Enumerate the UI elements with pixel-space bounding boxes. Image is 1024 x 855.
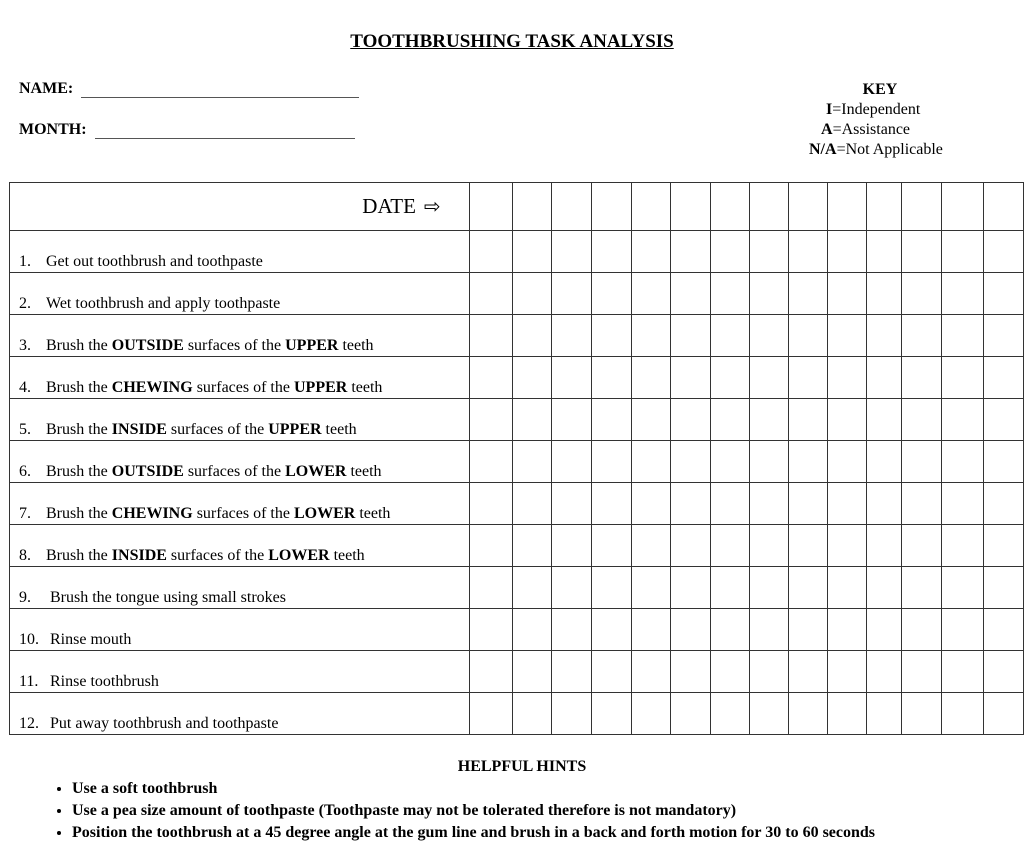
task-text: Brush the tongue using small strokes: [50, 589, 286, 606]
rating-cell[interactable]: [827, 231, 867, 273]
rating-cell[interactable]: [984, 693, 1024, 735]
task-text: surfaces of the: [183, 463, 286, 480]
rating-cell[interactable]: [670, 609, 710, 651]
rating-cell[interactable]: [749, 609, 788, 651]
task-emphasis: LOWER: [293, 505, 356, 522]
task-text: surfaces of the: [183, 337, 286, 354]
rating-cell[interactable]: [749, 315, 788, 357]
rating-cell[interactable]: [942, 609, 984, 651]
date-entry-cell[interactable]: [552, 183, 592, 231]
rating-cell[interactable]: [942, 357, 984, 399]
task-analysis-table: [9, 182, 1024, 735]
rating-cell[interactable]: [592, 315, 632, 357]
rating-cell[interactable]: [788, 441, 827, 483]
task-number: 10.: [19, 631, 39, 648]
task-text: Brush the: [46, 421, 112, 438]
rating-cell[interactable]: [788, 231, 827, 273]
task-emphasis: CHEWING: [111, 505, 193, 522]
rating-cell[interactable]: [592, 609, 632, 651]
task-text: Brush the: [46, 463, 112, 480]
rating-cell[interactable]: [632, 273, 671, 315]
rating-cell[interactable]: [632, 483, 671, 525]
rating-cell[interactable]: [827, 357, 867, 399]
rating-cell[interactable]: [469, 651, 513, 693]
rating-cell[interactable]: [552, 651, 592, 693]
right-arrow-icon: ⇨: [423, 194, 441, 218]
date-entry-cell[interactable]: [827, 183, 867, 231]
date-header-cell: [10, 183, 470, 231]
rating-cell[interactable]: [632, 399, 671, 441]
rating-cell[interactable]: [469, 273, 513, 315]
rating-cell[interactable]: [984, 357, 1024, 399]
rating-cell[interactable]: [552, 483, 592, 525]
rating-cell[interactable]: [984, 231, 1024, 273]
rating-cell[interactable]: [902, 399, 942, 441]
rating-cell[interactable]: [592, 231, 632, 273]
rating-cell[interactable]: [592, 399, 632, 441]
rating-cell[interactable]: [670, 273, 710, 315]
task-text: teeth: [321, 421, 357, 438]
task-label-cell: [10, 315, 470, 357]
task-number: 3.: [19, 337, 31, 354]
task-text: Brush the: [46, 379, 112, 396]
rating-cell[interactable]: [469, 399, 513, 441]
rating-cell[interactable]: [513, 273, 552, 315]
task-label-cell: [10, 441, 470, 483]
rating-cell[interactable]: [710, 315, 749, 357]
month-field: [19, 121, 355, 139]
rating-cell[interactable]: [827, 441, 867, 483]
task-row: [10, 609, 1024, 651]
date-entry-cell[interactable]: [788, 183, 827, 231]
rating-cell[interactable]: [469, 483, 513, 525]
key-legend: [790, 80, 970, 160]
rating-cell[interactable]: [552, 525, 592, 567]
rating-cell[interactable]: [670, 231, 710, 273]
rating-cell[interactable]: [469, 441, 513, 483]
rating-cell[interactable]: [867, 399, 902, 441]
task-label-cell: [10, 483, 470, 525]
rating-cell[interactable]: [552, 315, 592, 357]
rating-cell[interactable]: [670, 399, 710, 441]
task-number: 9.: [19, 589, 31, 606]
rating-cell[interactable]: [552, 357, 592, 399]
rating-cell[interactable]: [942, 693, 984, 735]
rating-cell[interactable]: [592, 567, 632, 609]
task-label-cell: [10, 357, 470, 399]
rating-cell[interactable]: [552, 231, 592, 273]
task-text: teeth: [347, 379, 383, 396]
rating-cell[interactable]: [469, 231, 513, 273]
task-text: surfaces of the: [166, 421, 269, 438]
rating-cell[interactable]: [552, 399, 592, 441]
rating-cell[interactable]: [788, 567, 827, 609]
task-text: Brush the: [46, 337, 112, 354]
rating-cell[interactable]: [632, 525, 671, 567]
rating-cell[interactable]: [552, 609, 592, 651]
task-row: [10, 441, 1024, 483]
rating-cell[interactable]: [710, 651, 749, 693]
rating-cell[interactable]: [632, 315, 671, 357]
rating-cell[interactable]: [710, 525, 749, 567]
task-text: teeth: [355, 505, 391, 522]
rating-cell[interactable]: [513, 567, 552, 609]
task-label-cell: [10, 525, 470, 567]
rating-cell[interactable]: [984, 525, 1024, 567]
rating-cell[interactable]: [902, 357, 942, 399]
rating-cell[interactable]: [902, 525, 942, 567]
rating-cell[interactable]: [788, 483, 827, 525]
date-entry-cell[interactable]: [984, 183, 1024, 231]
rating-cell[interactable]: [749, 357, 788, 399]
task-emphasis: UPPER: [285, 337, 339, 354]
task-text: teeth: [329, 547, 365, 564]
rating-cell[interactable]: [710, 609, 749, 651]
key-code: A: [821, 121, 833, 138]
rating-cell[interactable]: [513, 651, 552, 693]
rating-cell[interactable]: [670, 315, 710, 357]
rating-cell[interactable]: [867, 567, 902, 609]
rating-cell[interactable]: [513, 441, 552, 483]
rating-cell[interactable]: [710, 567, 749, 609]
rating-cell[interactable]: [867, 483, 902, 525]
task-text: Brush the: [46, 547, 112, 564]
rating-cell[interactable]: [827, 483, 867, 525]
task-text: Brush the: [46, 505, 112, 522]
rating-cell[interactable]: [984, 567, 1024, 609]
date-entry-cell[interactable]: [867, 183, 902, 231]
task-row: [10, 693, 1024, 735]
rating-cell[interactable]: [592, 441, 632, 483]
task-row: [10, 315, 1024, 357]
rating-cell[interactable]: [788, 693, 827, 735]
rating-cell[interactable]: [942, 483, 984, 525]
rating-cell[interactable]: [632, 231, 671, 273]
date-entry-cell[interactable]: [592, 183, 632, 231]
rating-cell[interactable]: [942, 231, 984, 273]
rating-cell[interactable]: [670, 651, 710, 693]
rating-cell[interactable]: [942, 315, 984, 357]
hint-item: • Position the toothbrush at a 45 degree angle at the gum line and brush in a back and forth motion for 30 to 60 seconds: [72, 822, 875, 844]
month-label: MONTH:: [19, 121, 87, 138]
rating-cell[interactable]: [749, 399, 788, 441]
task-text: Rinse mouth: [50, 631, 132, 648]
task-emphasis: LOWER: [268, 547, 330, 564]
rating-cell[interactable]: [552, 567, 592, 609]
task-label-cell: [10, 273, 470, 315]
date-label: DATE: [362, 194, 416, 218]
rating-cell[interactable]: [592, 525, 632, 567]
date-entry-cell[interactable]: [513, 183, 552, 231]
rating-cell[interactable]: [513, 357, 552, 399]
key-meaning: =Independent: [832, 101, 921, 118]
hint-item: • Use a soft toothbrush: [72, 778, 875, 800]
task-row: [10, 525, 1024, 567]
task-number: 12.: [19, 715, 39, 732]
rating-cell[interactable]: [592, 483, 632, 525]
task-emphasis: LOWER: [285, 463, 347, 480]
rating-cell[interactable]: [942, 651, 984, 693]
date-entry-cell[interactable]: [942, 183, 984, 231]
rating-cell[interactable]: [827, 315, 867, 357]
task-text: surfaces of the: [192, 505, 294, 522]
key-title: KEY: [862, 81, 898, 98]
rating-cell[interactable]: [827, 693, 867, 735]
task-label-cell: [10, 399, 470, 441]
task-number: 2.: [19, 295, 31, 312]
rating-cell[interactable]: [749, 525, 788, 567]
hints-title: HELPFUL HINTS: [457, 758, 587, 775]
rating-cell[interactable]: [513, 399, 552, 441]
task-text: Rinse toothbrush: [50, 673, 159, 690]
rating-cell[interactable]: [552, 693, 592, 735]
task-text: Get out toothbrush and toothpaste: [46, 253, 263, 270]
date-entry-cell[interactable]: [670, 183, 710, 231]
key-entry-not-applicable: [809, 140, 989, 160]
rating-cell[interactable]: [984, 651, 1024, 693]
rating-cell[interactable]: [902, 315, 942, 357]
rating-cell[interactable]: [513, 693, 552, 735]
rating-cell[interactable]: [827, 567, 867, 609]
rating-cell[interactable]: [827, 399, 867, 441]
key-meaning: =Not Applicable: [836, 141, 943, 158]
task-number: 7.: [19, 505, 31, 522]
task-number: 5.: [19, 421, 31, 438]
rating-cell[interactable]: [632, 567, 671, 609]
task-number: 8.: [19, 547, 31, 564]
rating-cell[interactable]: [469, 357, 513, 399]
rating-cell[interactable]: [867, 357, 902, 399]
rating-cell[interactable]: [788, 273, 827, 315]
rating-cell[interactable]: [942, 525, 984, 567]
key-meaning: =Assistance: [832, 121, 911, 138]
rating-cell[interactable]: [469, 315, 513, 357]
rating-cell[interactable]: [984, 315, 1024, 357]
rating-cell[interactable]: [902, 231, 942, 273]
hints-list: [42, 778, 875, 844]
rating-cell[interactable]: [749, 483, 788, 525]
task-number: 11.: [19, 673, 39, 690]
rating-cell[interactable]: [592, 651, 632, 693]
rating-cell[interactable]: [827, 609, 867, 651]
rating-cell[interactable]: [902, 609, 942, 651]
task-emphasis: INSIDE: [111, 547, 167, 564]
date-entry-cell[interactable]: [710, 183, 749, 231]
rating-cell[interactable]: [513, 609, 552, 651]
rating-cell[interactable]: [984, 399, 1024, 441]
task-text: teeth: [346, 463, 382, 480]
rating-cell[interactable]: [984, 483, 1024, 525]
key-entry-independent: [826, 100, 1006, 120]
rating-cell[interactable]: [788, 357, 827, 399]
rating-cell[interactable]: [788, 399, 827, 441]
rating-cell[interactable]: [749, 441, 788, 483]
date-entry-cell[interactable]: [902, 183, 942, 231]
rating-cell[interactable]: [749, 567, 788, 609]
rating-cell[interactable]: [552, 441, 592, 483]
task-row: [10, 357, 1024, 399]
rating-cell[interactable]: [632, 693, 671, 735]
rating-cell[interactable]: [469, 567, 513, 609]
rating-cell[interactable]: [749, 651, 788, 693]
page-title: TOOTHBRUSHING TASK ANALYSIS: [350, 31, 674, 52]
task-row: [10, 399, 1024, 441]
task-row: [10, 651, 1024, 693]
rating-cell[interactable]: [592, 273, 632, 315]
month-input-line[interactable]: [95, 124, 355, 139]
rating-cell[interactable]: [710, 441, 749, 483]
rating-cell[interactable]: [670, 483, 710, 525]
rating-cell[interactable]: [984, 273, 1024, 315]
rating-cell[interactable]: [942, 441, 984, 483]
rating-cell[interactable]: [749, 693, 788, 735]
name-field: [19, 80, 359, 98]
rating-cell[interactable]: [867, 273, 902, 315]
rating-cell[interactable]: [788, 315, 827, 357]
rating-cell[interactable]: [827, 273, 867, 315]
rating-cell[interactable]: [984, 609, 1024, 651]
rating-cell[interactable]: [670, 441, 710, 483]
task-text: surfaces of the: [192, 379, 294, 396]
task-text: Put away toothbrush and toothpaste: [50, 715, 279, 732]
rating-cell[interactable]: [867, 693, 902, 735]
rating-cell[interactable]: [867, 609, 902, 651]
rating-cell[interactable]: [552, 273, 592, 315]
task-row: [10, 567, 1024, 609]
task-row: [10, 273, 1024, 315]
rating-cell[interactable]: [469, 525, 513, 567]
date-entry-cell[interactable]: [632, 183, 671, 231]
task-label-cell: [10, 567, 470, 609]
task-emphasis: CHEWING: [111, 379, 193, 396]
key-code: N/A: [809, 141, 837, 158]
rating-cell[interactable]: [788, 525, 827, 567]
rating-cell[interactable]: [469, 693, 513, 735]
rating-cell[interactable]: [710, 399, 749, 441]
rating-cell[interactable]: [513, 315, 552, 357]
rating-cell[interactable]: [513, 525, 552, 567]
rating-cell[interactable]: [827, 525, 867, 567]
rating-cell[interactable]: [867, 231, 902, 273]
rating-cell[interactable]: [902, 273, 942, 315]
task-number: 4.: [19, 379, 31, 396]
rating-cell[interactable]: [513, 483, 552, 525]
rating-cell[interactable]: [984, 441, 1024, 483]
rating-cell[interactable]: [902, 441, 942, 483]
date-entry-cell[interactable]: [749, 183, 788, 231]
rating-cell[interactable]: [632, 357, 671, 399]
rating-cell[interactable]: [469, 609, 513, 651]
task-emphasis: UPPER: [268, 421, 322, 438]
rating-cell[interactable]: [513, 231, 552, 273]
task-label-cell: [10, 231, 470, 273]
task-emphasis: OUTSIDE: [111, 463, 184, 480]
rating-cell[interactable]: [670, 567, 710, 609]
date-entry-cell[interactable]: [469, 183, 513, 231]
key-entry-assistance: [821, 120, 1001, 140]
task-emphasis: OUTSIDE: [111, 337, 184, 354]
rating-cell[interactable]: [592, 693, 632, 735]
rating-cell[interactable]: [867, 315, 902, 357]
rating-cell[interactable]: [670, 693, 710, 735]
name-label: NAME:: [19, 80, 74, 97]
rating-cell[interactable]: [827, 651, 867, 693]
rating-cell[interactable]: [942, 567, 984, 609]
task-emphasis: INSIDE: [111, 421, 167, 438]
task-label-cell: [10, 609, 470, 651]
rating-cell[interactable]: [902, 483, 942, 525]
task-number: 1.: [19, 253, 31, 270]
rating-cell[interactable]: [670, 357, 710, 399]
rating-cell[interactable]: [902, 567, 942, 609]
rating-cell[interactable]: [867, 525, 902, 567]
rating-cell[interactable]: [632, 651, 671, 693]
rating-cell[interactable]: [942, 399, 984, 441]
task-text: teeth: [338, 337, 374, 354]
task-label-cell: [10, 651, 470, 693]
rating-cell[interactable]: [867, 651, 902, 693]
rating-cell[interactable]: [902, 651, 942, 693]
rating-cell[interactable]: [592, 357, 632, 399]
task-row: [10, 231, 1024, 273]
task-emphasis: UPPER: [293, 379, 348, 396]
rating-cell[interactable]: [632, 441, 671, 483]
rating-cell[interactable]: [710, 273, 749, 315]
task-text: surfaces of the: [166, 547, 269, 564]
rating-cell[interactable]: [749, 273, 788, 315]
rating-cell[interactable]: [788, 609, 827, 651]
rating-cell[interactable]: [902, 693, 942, 735]
rating-cell[interactable]: [670, 525, 710, 567]
rating-cell[interactable]: [710, 483, 749, 525]
rating-cell[interactable]: [942, 273, 984, 315]
name-input-line[interactable]: [81, 83, 359, 98]
rating-cell[interactable]: [710, 231, 749, 273]
rating-cell[interactable]: [710, 693, 749, 735]
hint-item: • Use a pea size amount of toothpaste (Toothpaste may not be tolerated therefore is not mandatory): [72, 800, 875, 822]
rating-cell[interactable]: [749, 231, 788, 273]
task-label-cell: [10, 693, 470, 735]
task-number: 6.: [19, 463, 31, 480]
rating-cell[interactable]: [710, 357, 749, 399]
task-row: [10, 483, 1024, 525]
rating-cell[interactable]: [788, 651, 827, 693]
rating-cell[interactable]: [867, 441, 902, 483]
task-text: Wet toothbrush and apply toothpaste: [46, 295, 281, 312]
date-header-row: [10, 183, 1024, 231]
rating-cell[interactable]: [632, 609, 671, 651]
key-code: I: [826, 101, 833, 118]
